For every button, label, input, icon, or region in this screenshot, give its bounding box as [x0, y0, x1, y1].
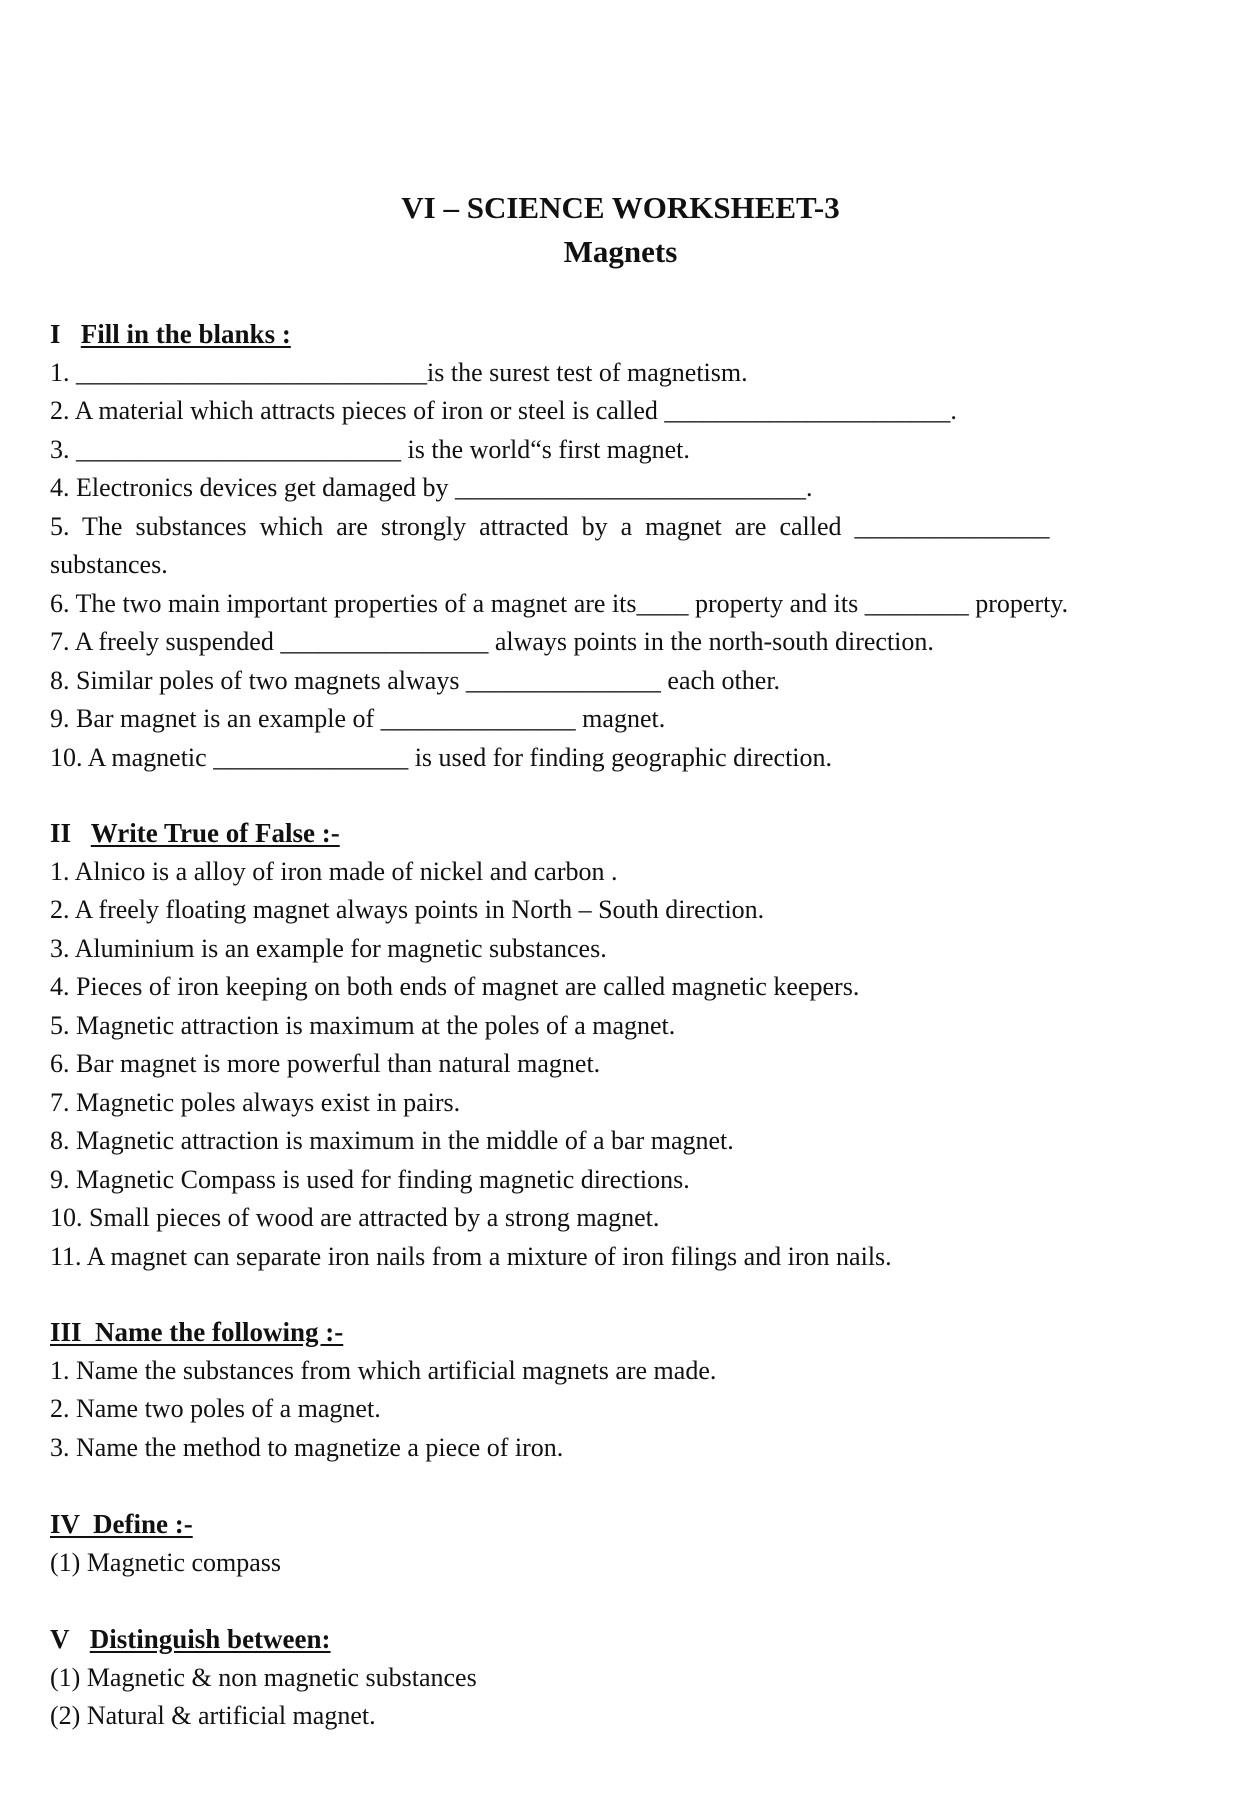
section-heading-true-false	[50, 814, 1210, 853]
question-item: (2) Natural & artificial magnet.	[50, 1701, 376, 1730]
section-title: Distinguish between:	[89, 1624, 331, 1654]
question-item: 10. A magnetic _______________ is used for finding geographic direction.	[50, 742, 833, 772]
question-item: 11. A magnet can separate iron nails from a mixture of iron filings and iron nails.	[50, 1241, 892, 1271]
question-item: 9. Magnetic Compass is used for finding magnetic directions.	[50, 1164, 690, 1194]
section-title: Write True of False :-	[90, 818, 340, 848]
section-heading-name-the-following: III Name the following :-	[50, 1317, 344, 1347]
question-item: 8. Magnetic attraction is maximum in the middle of a bar magnet.	[50, 1126, 734, 1155]
section-true-false	[50, 814, 1210, 1276]
question-item: 2. A freely floating magnet always points in North – South direction.	[50, 895, 765, 924]
section-number: I	[50, 319, 61, 349]
question-item: 10. Small pieces of wood are attracted by a strong magnet.	[50, 1203, 660, 1232]
question-item: 3. _________________________ is the world“s first magnet.	[50, 434, 690, 464]
question-item: 2. Name two poles of a magnet.	[50, 1394, 381, 1423]
section-number: V	[50, 1624, 70, 1654]
section-name-the-following	[50, 1313, 1210, 1467]
question-item: (1) Magnetic compass	[50, 1547, 282, 1577]
question-item: 9. Bar magnet is an example of _______________ magnet.	[50, 704, 666, 733]
worksheet-title: VI – SCIENCE WORKSHEET-3	[401, 190, 840, 225]
section-title: Fill in the blanks :	[80, 319, 291, 349]
question-item: 6. The two main important properties of a magnet are its____ property and its ________ property.	[50, 588, 1069, 618]
question-item: 1. Name the substances from which artificial magnets are made.	[50, 1355, 717, 1385]
question-item-continuation: substances.	[50, 550, 168, 579]
question-item: 7. Magnetic poles always exist in pairs.	[50, 1087, 461, 1117]
section-heading-fill-in-blanks	[50, 315, 1210, 354]
question-item: 7. A freely suspended ________________ always points in the north-south direction.	[50, 627, 934, 656]
worksheet-subtitle: Magnets	[563, 234, 678, 269]
question-item: 4. Electronics devices get damaged by ___________________________.	[50, 473, 813, 502]
question-item: 1. Alnico is a alloy of iron made of nickel and carbon .	[50, 856, 618, 886]
section-fill-in-blanks	[50, 315, 1210, 777]
question-item: 3. Aluminium is an example for magnetic substances.	[50, 933, 607, 963]
question-item: 3. Name the method to magnetize a piece of iron.	[50, 1432, 564, 1462]
section-define	[50, 1505, 1210, 1582]
section-distinguish	[50, 1620, 1210, 1736]
section-number: II	[50, 818, 72, 848]
question-item: 4. Pieces of iron keeping on both ends of magnet are called magnetic keepers.	[50, 972, 860, 1001]
question-item: 5. The substances which are strongly attracted by a magnet are called _______________	[50, 511, 1050, 541]
section-heading-distinguish	[50, 1620, 1210, 1659]
question-item: 8. Similar poles of two magnets always _______________ each other.	[50, 665, 781, 695]
question-item: 1. ___________________________is the surest test of magnetism.	[50, 357, 748, 387]
question-item: 5. Magnetic attraction is maximum at the poles of a magnet.	[50, 1010, 676, 1040]
question-item: 6. Bar magnet is more powerful than natural magnet.	[50, 1049, 601, 1078]
question-item: (1) Magnetic & non magnetic substances	[50, 1662, 477, 1692]
question-item: 2. A material which attracts pieces of iron or steel is called ______________________.	[50, 396, 957, 425]
section-heading-define: IV Define :-	[50, 1509, 193, 1539]
